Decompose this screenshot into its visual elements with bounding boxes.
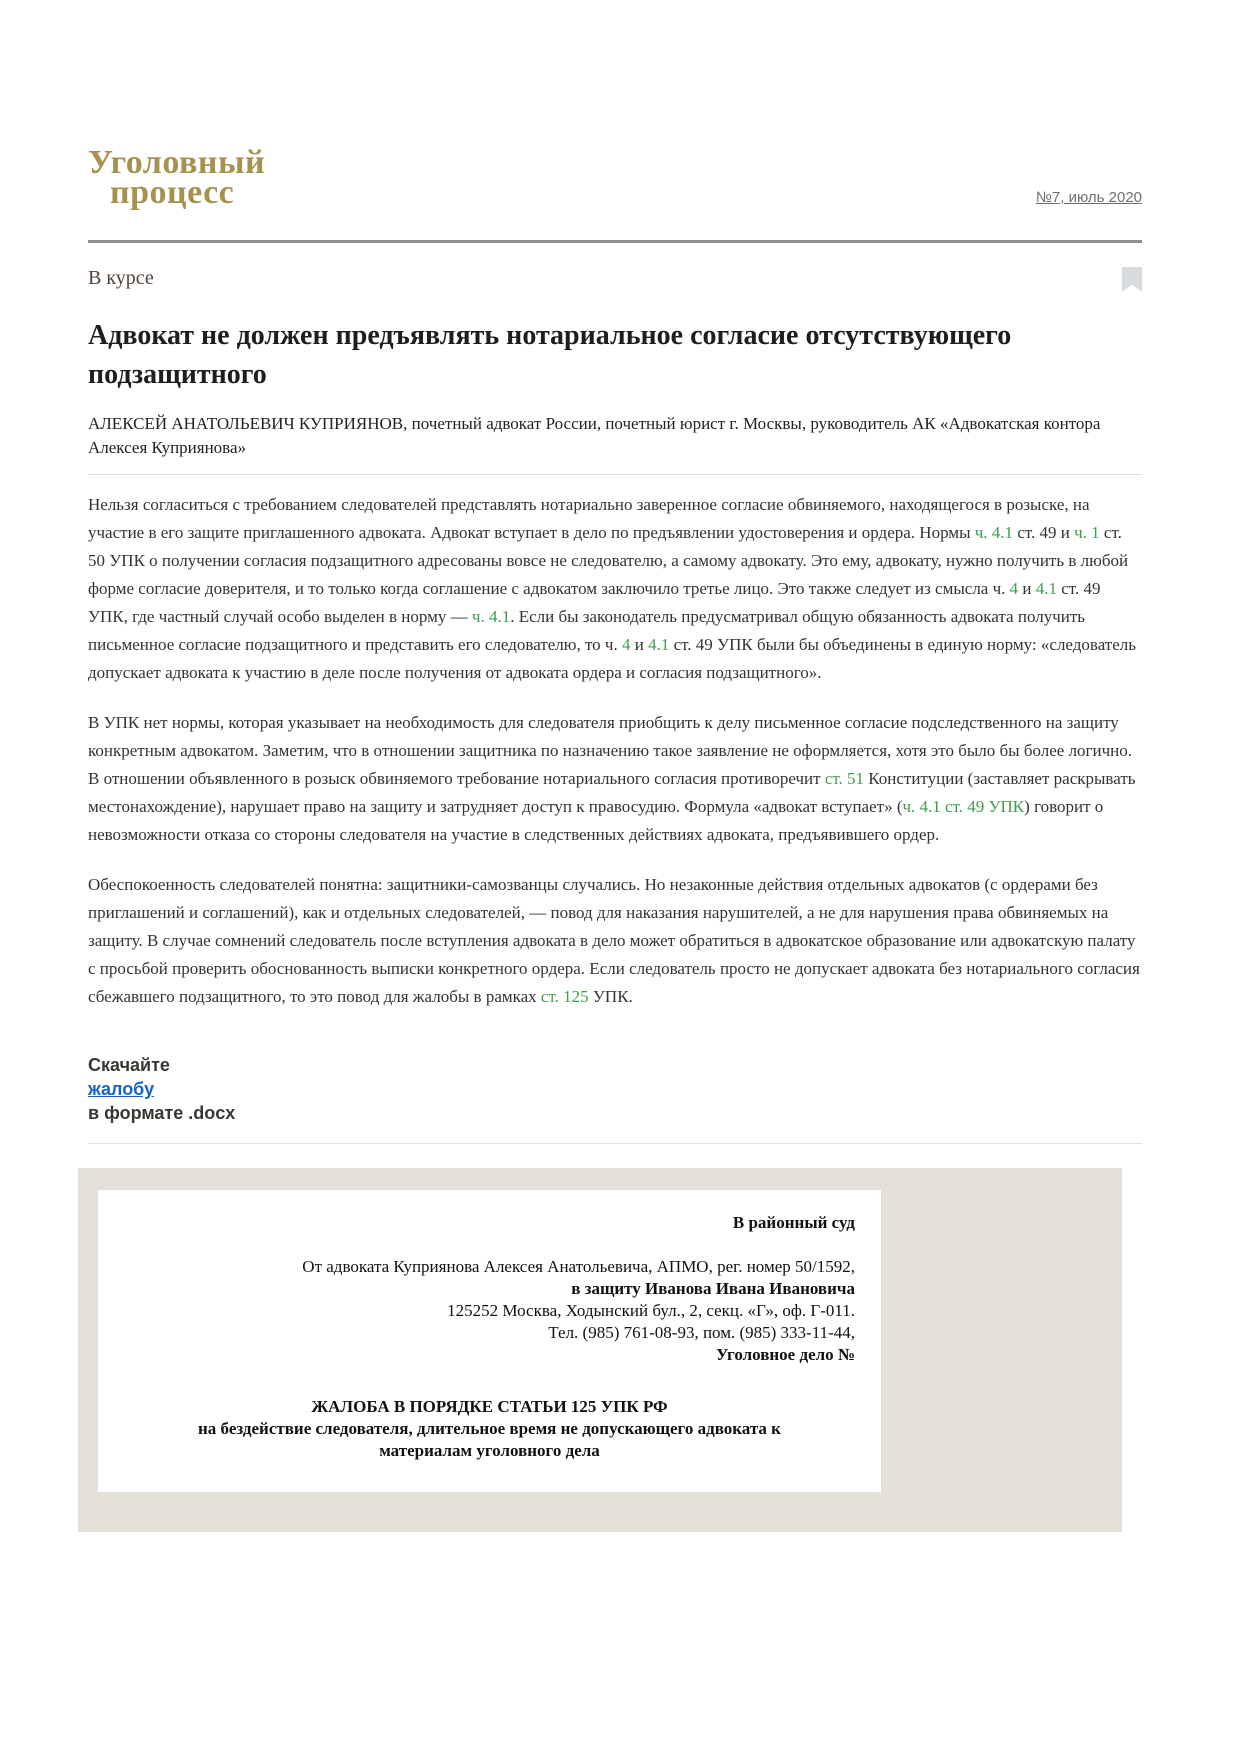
- article-paragraph: [88, 871, 1142, 1011]
- document-title-block: [124, 1396, 855, 1462]
- statute-ref-link[interactable]: ч. 4.1: [974, 523, 1014, 542]
- paragraph-text: ст. 50 УПК о получении согласия подзащитного адресованы вовсе не следователю, а самому адвокату. Это ему, адвокату, нужно получить в любой форме согласие доверителя, и то только когда соглашение с адвокатом заключило третье лицо. Это также следует из смысла ч.: [88, 523, 1129, 598]
- journal-logo[interactable]: [88, 144, 266, 211]
- rubric-row: [88, 267, 1142, 292]
- masthead: [88, 144, 1142, 211]
- article-paragraph: [88, 709, 1142, 849]
- document-header-line: Тел. (985) 761-08-93, пом. (985) 333-11-44,: [548, 1323, 855, 1342]
- paragraph-text: ст. 49 УПК были бы объединены в единую норму: «следователь допускает адвоката к участию в деле после получения от адвоката ордера и согласия подзащитного».: [88, 635, 1137, 682]
- article-author: АЛЕКСЕЙ АНАТОЛЬЕВИЧ КУПРИЯНОВ, почетный адвокат России, почетный юрист г. Москвы, руководитель АК «Адвокатская контора Алексея Куприянова»: [88, 414, 1101, 457]
- download-link[interactable]: жалобу: [88, 1079, 155, 1099]
- paragraph-text: ст. 49 УПК, где частный случай особо выделен в норму —: [88, 579, 1101, 626]
- paragraph-text: В УПК нет нормы, которая указывает на необходимость для следователя приобщить к делу письменное согласие подследственного на защиту конкретным адвокатом. Заметим, что в отношении защитника по назначению такое заявление не оформляется, хотя это было бы более логично. В отношении объявленного в розыск обвиняемого требование нотариального согласия противоречит: [88, 713, 1133, 788]
- paragraph-text: ст. 49 и: [1013, 523, 1075, 542]
- paragraph-text: Нельзя согласиться с требованием следователей представлять нотариально заверенное согласие обвиняемого, находящегося в розыске, на участие в его защите приглашенного адвоката. Адвокат вступает в дело по предъявлении удостоверения и ордера. Нормы: [88, 495, 1090, 542]
- paragraph-text: и: [630, 635, 649, 654]
- statute-ref-link[interactable]: ч. 4.1 ст. 49 УПК: [902, 797, 1025, 816]
- document-header-block: [124, 1212, 855, 1366]
- logo-line2: процесс: [110, 174, 235, 211]
- document-header-line: В районный суд: [732, 1213, 855, 1232]
- paragraph-text: Обеспокоенность следователей понятна: защитники-самозванцы случались. Но незаконные действия отдельных адвокатов (с ордерами без приглашений и соглашений), как и отдельных следователей, — повод для наказания нарушителей, а не для нарушения права обвиняемых на защиту. В случае сомнений следователь после вступления адвоката в дело может обратиться в адвокатское образование или адвокатскую палату с просьбой проверить обоснованность выписки конкретного ордера. Если следователь просто не допускает адвоката без нотариального согласия сбежавшего подзащитного, то это повод для жалобы в рамках: [88, 875, 1140, 1006]
- document-title-line: на бездействие следователя, длительное время не допускающего адвоката к материалам уголовного дела: [198, 1419, 781, 1460]
- statute-ref-link[interactable]: 4: [1009, 579, 1019, 598]
- statute-ref-link[interactable]: ст. 125: [540, 987, 589, 1006]
- article-title: Адвокат не должен предъявлять нотариальное согласие отсутствующего подзащитного: [88, 320, 1012, 390]
- paragraph-text: . Если бы законодатель предусматривал общую обязанность адвоката получить письменное согласие подзащитного и представить его следователю, то ч.: [88, 607, 1086, 654]
- download-label-top: Скачайте: [88, 1055, 170, 1075]
- document-title-line: ЖАЛОБА В ПОРЯДКЕ СТАТЬИ 125 УПК РФ: [311, 1397, 668, 1416]
- statute-ref-link[interactable]: 4.1: [1035, 579, 1058, 598]
- statute-ref-link[interactable]: ч. 4.1: [471, 607, 511, 626]
- paragraph-text: УПК.: [588, 987, 633, 1006]
- document-header-line: От адвоката Куприянова Алексея Анатольевича, АПМО, рег. номер 50/1592,: [302, 1257, 855, 1276]
- paragraph-text: и: [1018, 579, 1036, 598]
- download-block: [88, 1053, 1142, 1125]
- paragraph-text: ) говорит о невозможности отказа со стороны следователя на участие в следственных действиях адвоката, предъявившего ордер.: [88, 797, 1104, 844]
- document-preview-panel: [78, 1168, 1122, 1532]
- document-header-line: в защиту Иванова Ивана Ивановича: [571, 1279, 855, 1298]
- statute-ref-link[interactable]: ст. 51: [824, 769, 865, 788]
- article-body: [88, 491, 1142, 1011]
- paragraph-text: Конституции (заставляет раскрывать местонахождение), нарушает право на защиту и затрудняет доступ к правосудию. Формула «адвокат вступает» (: [88, 769, 1136, 816]
- masthead-divider: [88, 240, 1142, 243]
- rubric-label[interactable]: В курсе: [88, 267, 154, 289]
- statute-ref-link[interactable]: 4: [621, 635, 631, 654]
- download-divider: [88, 1143, 1142, 1144]
- logo-line1: Уголовный: [88, 144, 266, 181]
- bookmark-icon[interactable]: [1122, 267, 1142, 292]
- issue-link[interactable]: №7, июль 2020: [1035, 189, 1142, 206]
- author-divider: [88, 474, 1142, 475]
- statute-ref-link[interactable]: ч. 1: [1074, 523, 1100, 542]
- document-header-line: 125252 Москва, Ходынский бул., 2, секц. «Г», оф. Г-011.: [447, 1301, 855, 1320]
- article-paragraph: [88, 491, 1142, 687]
- document-header-line: Уголовное дело №: [715, 1345, 855, 1364]
- statute-ref-link[interactable]: 4.1: [648, 635, 670, 654]
- document-card: [98, 1190, 881, 1492]
- download-label-bottom: в формате .docx: [88, 1103, 236, 1123]
